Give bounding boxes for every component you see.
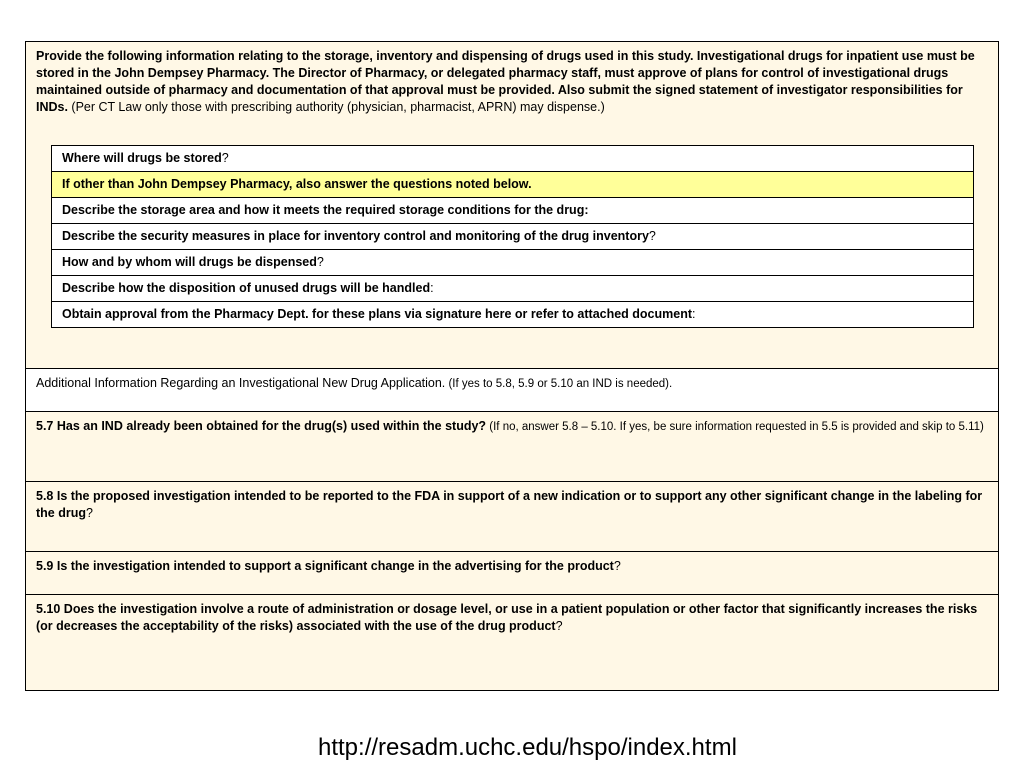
question-5-8-text: 5.8 Is the proposed investigation intended to be reported to the FDA in support of a new indication or to support any other significant change in the labeling for the drug — [36, 489, 983, 520]
question-5-10-text: 5.10 Does the investigation involve a route of administration or dosage level, or use in a patient population or other factor that significantly increases the risks (or decreases the acceptability of the risks) associated with the use of the drug product — [36, 602, 978, 633]
question-5-8-punct: ? — [86, 506, 93, 520]
question-cell[interactable] — [52, 224, 974, 250]
question-5-7-text: 5.7 Has an IND already been obtained for the drug(s) used within the study? — [36, 419, 487, 433]
question-cell[interactable] — [52, 146, 974, 172]
question-5-9[interactable] — [26, 552, 998, 595]
question-row — [52, 224, 974, 250]
question-5-9-punct: ? — [613, 559, 621, 573]
question-row — [52, 198, 974, 224]
ind-info-note: (If yes to 5.8, 5.9 or 5.10 an IND is needed). — [445, 378, 673, 390]
question-text: If other than John Dempsey Pharmacy, also answer the questions noted below. — [62, 177, 532, 191]
storage-law-note: (Per CT Law only those with prescribing authority (physician, pharmacist, APRN) may dispense.) — [67, 100, 605, 114]
storage-intro: Provide the following information relating to the storage, inventory and dispensing of drugs used in this study. Investigational drugs for inpatient use must be stored in the John Dempsey Pharmacy. The Director of Pharmacy, or delegated pharmacy staff, must approve of plans for control of investigational drugs maintained outside of pharmacy and documentation of that approval must be provided. Also submit the signed statement of investigator responsibilities for INDs. — [36, 49, 975, 114]
question-text: Obtain approval from the Pharmacy Dept. for these plans via signature here or refer to attached document — [62, 307, 693, 321]
form-frame — [25, 41, 999, 691]
ind-info-text: Additional Information Regarding an Investigational New Drug Application. — [36, 376, 446, 390]
question-row — [52, 146, 974, 172]
question-text: Describe the security measures in place for inventory control and monitoring of the drug inventory — [62, 229, 649, 243]
question-text: Where will drugs be stored — [62, 151, 222, 165]
question-punct: ? — [221, 151, 229, 165]
question-punct: ? — [648, 229, 656, 243]
storage-section — [26, 42, 998, 369]
question-row — [52, 250, 974, 276]
question-5-7[interactable] — [26, 412, 998, 482]
question-5-10[interactable] — [26, 595, 998, 690]
footer-url[interactable]: http://resadm.uchc.edu/hspo/index.html — [318, 734, 737, 761]
question-cell[interactable] — [52, 276, 974, 302]
question-punct: ? — [316, 255, 324, 269]
question-cell[interactable] — [52, 172, 974, 198]
question-cell[interactable] — [52, 250, 974, 276]
question-text: How and by whom will drugs be dispensed — [62, 255, 317, 269]
question-punct: : — [692, 307, 696, 321]
question-5-10-punct: ? — [555, 619, 563, 633]
question-5-8[interactable] — [26, 482, 998, 552]
question-cell[interactable] — [52, 198, 974, 224]
question-text: Describe how the disposition of unused drugs will be handled — [62, 281, 431, 295]
question-text: Describe the storage area and how it meets the required storage conditions for the drug: — [62, 203, 589, 217]
question-punct: : — [430, 281, 434, 295]
question-row-highlighted — [52, 172, 974, 198]
question-5-7-note: (If no, answer 5.8 – 5.10. If yes, be sure information requested in 5.5 is provided and skip to 5.11) — [486, 421, 984, 433]
question-row — [52, 276, 974, 302]
question-row — [52, 302, 974, 328]
question-5-9-text: 5.9 Is the investigation intended to support a significant change in the advertising for the product — [36, 559, 614, 573]
question-cell[interactable] — [52, 302, 974, 328]
storage-questions-table — [51, 145, 974, 328]
ind-info-section — [26, 369, 998, 412]
